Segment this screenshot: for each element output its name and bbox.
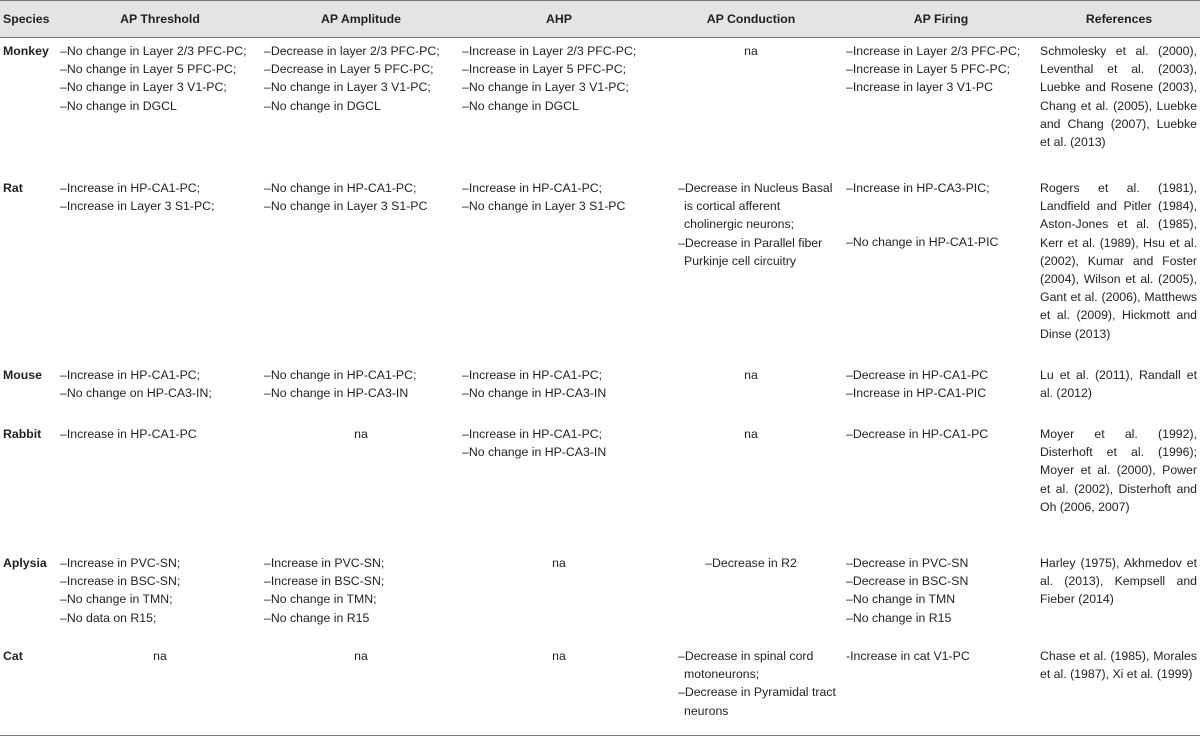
ahp-cell: na — [552, 556, 566, 570]
header-ap-amplitude: AP Amplitude — [262, 1, 460, 38]
table-row — [0, 175, 1200, 362]
ap-firing-cell — [844, 38, 1038, 176]
finding: –Decrease in HP-CA1-PC — [846, 427, 989, 441]
ap-conduction-cell: na — [744, 368, 758, 382]
finding: –Increase in layer 3 V1-PC — [846, 80, 993, 95]
species-cell: Cat — [0, 643, 58, 736]
finding: –No change in Layer 3 V1-PC; — [462, 80, 629, 95]
finding: –Increase in Layer 5 PFC-PC; — [462, 62, 627, 77]
finding: –Increase in Layer 2/3 PFC-PC; — [846, 44, 1021, 58]
finding: –No change in Layer 3 V1-PC; — [60, 80, 227, 95]
finding: –No change in Layer 3 S1-PC — [462, 199, 626, 214]
finding: –No change in HP-CA3-IN — [462, 445, 607, 460]
ahp-cell — [460, 362, 658, 421]
ap-threshold-cell — [58, 550, 262, 643]
ap-threshold-cell — [58, 38, 262, 176]
finding: –Increase in HP-CA1-PC; — [60, 368, 201, 382]
finding: –Increase in HP-CA1-PC; — [462, 368, 603, 382]
finding: –Increase in HP-CA1-PC; — [462, 181, 603, 195]
ahp-cell — [460, 421, 658, 550]
finding: –Decrease in layer 2/3 PFC-PC; — [264, 44, 440, 58]
finding: –Increase in Layer 3 S1-PC; — [60, 199, 215, 214]
finding: –No data on R15; — [60, 610, 157, 625]
finding: –Increase in HP-CA3-PIC; — [846, 181, 990, 195]
finding: –Increase in Layer 5 PFC-PC; — [846, 62, 1011, 77]
finding: –No change in TMN — [846, 592, 956, 607]
references-cell: Rogers et al. (1981), Landfield and Pitler (1984), Aston-Jones et al. (1985), Kerr et al. (1989), Hsu et al. (2002), Kumar and Foster (2004), Wilson et al. (2005), Gant et al. (2006), Matthews et al. (2009), Hickmott and Dinse (2013) — [1040, 181, 1197, 341]
species-cell: Rat — [3, 181, 23, 195]
ap-firing-cell — [844, 643, 1038, 736]
finding: –No change in DGCL — [264, 98, 381, 113]
finding: –No change in Layer 5 PFC-PC; — [60, 62, 237, 77]
header-ap-conduction: AP Conduction — [658, 1, 844, 38]
finding: –Decrease in PVC-SN — [846, 556, 969, 570]
finding: –Increase in HP-CA1-PC; — [60, 181, 201, 195]
references-cell: Schmolesky et al. (2000), Leventhal et al. (2003), Luebke and Rosene (2003), Chang et al. (2005), Luebke and Chang (2007), Luebke et al. (2013) — [1040, 44, 1197, 150]
spacer — [846, 197, 1036, 233]
finding: –No change in Layer 3 V1-PC; — [264, 80, 431, 95]
finding: –Decrease in Layer 5 PFC-PC; — [264, 62, 434, 77]
species-cell: Rabbit — [3, 427, 42, 441]
ap-amplitude-cell — [262, 362, 460, 421]
finding: -Increase in cat V1-PC — [846, 649, 970, 663]
species-cell: Monkey — [3, 44, 49, 58]
references-cell: Chase et al. (1985), Morales et al. (1987), Xi et al. (1999) — [1038, 643, 1200, 736]
ap-amplitude-cell — [262, 175, 460, 362]
finding: –Decrease in spinal cord motoneurons; — [678, 649, 814, 682]
finding: –Increase in HP-CA1-PIC — [846, 386, 987, 401]
ap-amplitude-cell — [262, 38, 460, 176]
header-ap-threshold: AP Threshold — [58, 1, 262, 38]
ap-amplitude-cell — [262, 550, 460, 643]
references-cell: Moyer et al. (1992), Disterhoft et al. (1996); Moyer et al. (2000), Power et al. (2002), Disterhoft and Oh (2006, 2007) — [1040, 427, 1197, 514]
table-row — [0, 421, 1200, 550]
ap-threshold-cell — [58, 421, 262, 550]
ahp-cell — [460, 38, 658, 176]
finding: –No change in DGCL — [462, 98, 579, 113]
ap-threshold-cell: na — [58, 643, 262, 736]
references-cell: Harley (1975), Akhmedov et al. (2013), Kempsell and Fieber (2014) — [1040, 556, 1197, 607]
ap-threshold-cell — [58, 362, 262, 421]
finding: –No change in TMN; — [264, 592, 377, 607]
ap-conduction-cell: na — [744, 44, 758, 58]
finding: –Decrease in Nucleus Basal is cortical afferent cholinergic neurons; — [678, 181, 833, 232]
header-ahp: AHP — [460, 1, 658, 38]
finding: –Decrease in Parallel fiber Purkinje cell circuitry — [678, 235, 823, 268]
finding: –No change in Layer 2/3 PFC-PC; — [60, 44, 247, 58]
finding: –Increase in HP-CA1-PC — [60, 427, 197, 441]
finding: –Increase in PVC-SN; — [60, 556, 181, 570]
finding: –No change in HP-CA1-PC; — [264, 368, 417, 382]
ahp-cell — [460, 175, 658, 362]
finding: –Decrease in Pyramidal tract neurons — [678, 685, 836, 718]
finding: –No change in DGCL — [60, 98, 177, 113]
species-cell: Mouse — [3, 368, 42, 382]
finding: –No change in HP-CA1-PIC — [846, 235, 999, 250]
finding: –Increase in PVC-SN; — [264, 556, 385, 570]
finding: –No change in HP-CA3-IN — [264, 386, 409, 401]
ap-threshold-cell — [58, 175, 262, 362]
species-cell: Aplysia — [3, 556, 47, 570]
ap-conduction-cell: –Decrease in R2 — [705, 556, 797, 570]
finding: –No change in Layer 3 S1-PC — [264, 199, 428, 214]
ap-firing-cell — [844, 362, 1038, 421]
ap-amplitude-cell: na — [354, 427, 368, 441]
ap-conduction-cell: na — [744, 427, 758, 441]
finding: –Decrease in BSC-SN — [846, 574, 969, 589]
header-row — [0, 1, 1200, 38]
references-cell: Lu et al. (2011), Randall et al. (2012) — [1040, 368, 1197, 401]
ap-firing-cell — [844, 175, 1038, 362]
ahp-cell: na — [460, 643, 658, 736]
finding: –Increase in BSC-SN; — [60, 574, 181, 589]
table-row — [0, 643, 1200, 736]
header-references: References — [1038, 1, 1200, 38]
ap-conduction-cell — [658, 643, 844, 736]
finding: –No change in TMN; — [60, 592, 173, 607]
finding: –No change in R15 — [846, 610, 952, 625]
finding: –Increase in Layer 2/3 PFC-PC; — [462, 44, 637, 58]
finding: –Decrease in HP-CA1-PC — [846, 368, 989, 382]
finding: –No change in R15 — [264, 610, 370, 625]
finding: –Increase in BSC-SN; — [264, 574, 385, 589]
header-species: Species — [0, 1, 58, 38]
ap-conduction-cell — [658, 175, 844, 362]
finding: –Increase in HP-CA1-PC; — [462, 427, 603, 441]
table-row — [0, 550, 1200, 643]
table-row — [0, 38, 1200, 176]
ap-amplitude-cell: na — [262, 643, 460, 736]
header-ap-firing: AP Firing — [844, 1, 1038, 38]
table-row — [0, 362, 1200, 421]
ap-firing-cell — [844, 421, 1038, 550]
finding: –No change in HP-CA3-IN — [462, 386, 607, 401]
ap-firing-cell — [844, 550, 1038, 643]
finding: –No change in HP-CA1-PC; — [264, 181, 417, 195]
finding: –No change on HP-CA3-IN; — [60, 386, 212, 401]
